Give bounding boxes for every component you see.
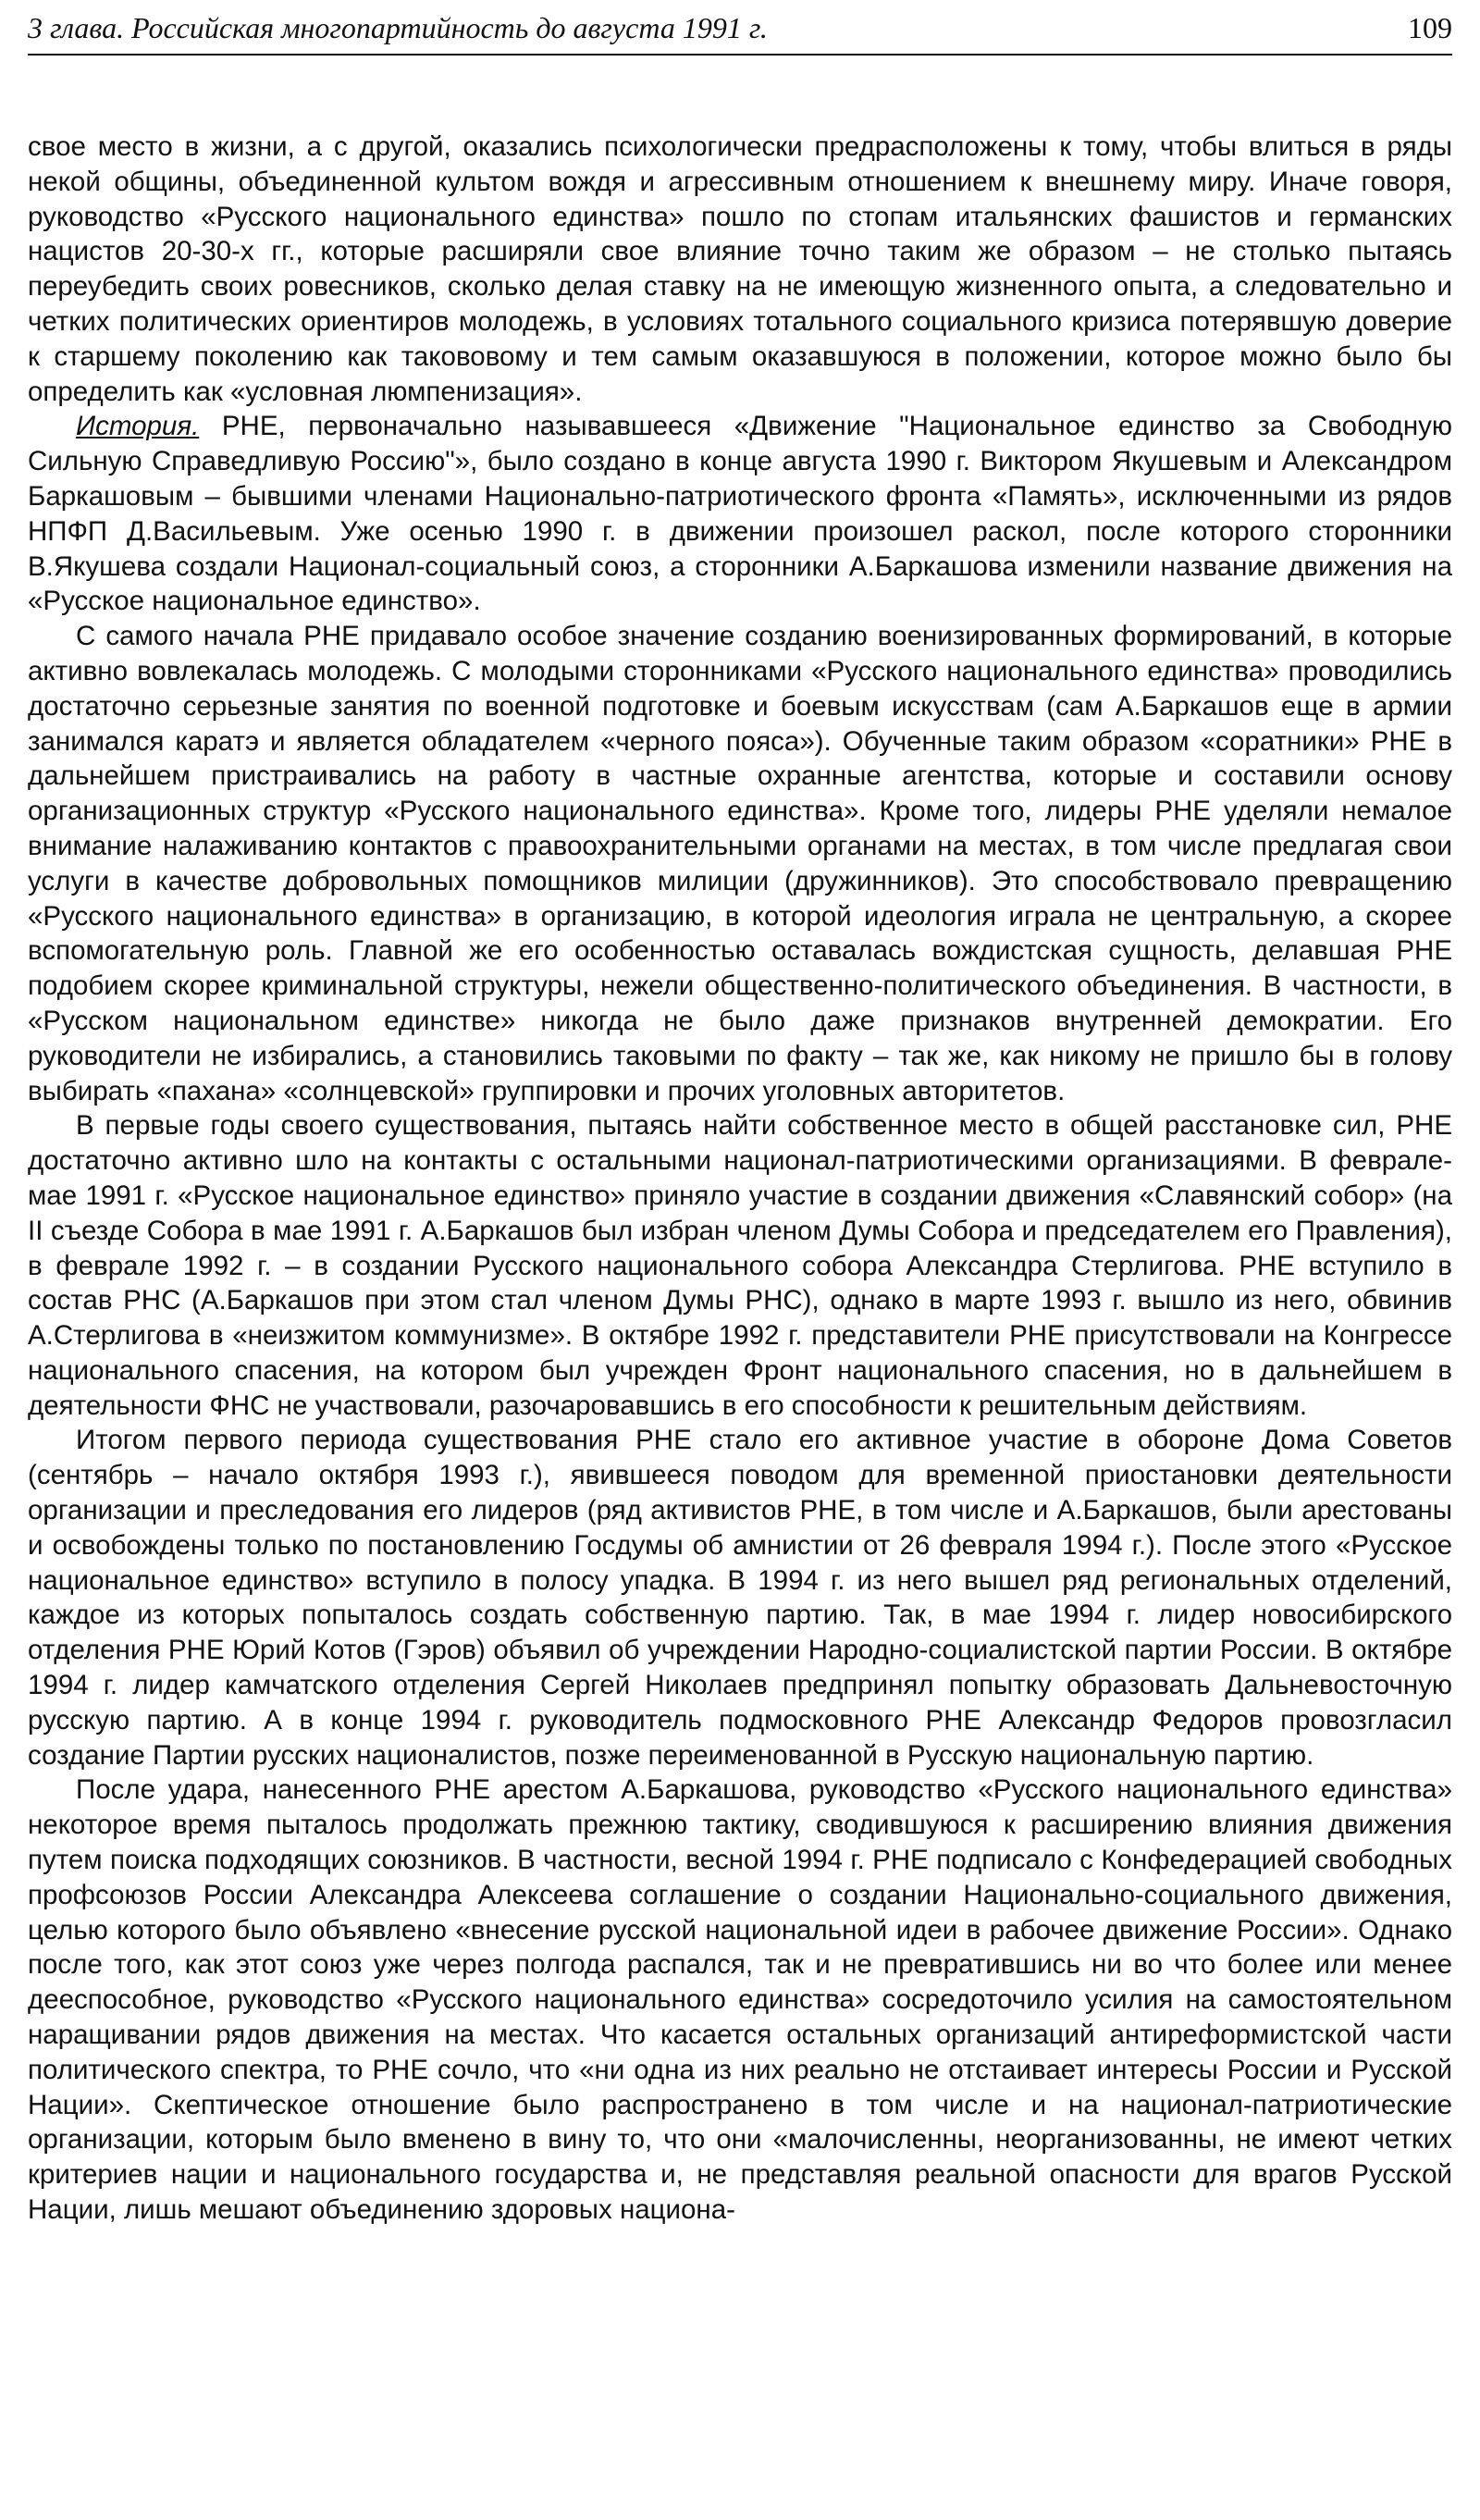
paragraph-text: В первые годы своего существования, пытаясь найти собственное место в общей расстановке сил, РНЕ достаточно активно шло на контакты с остальными национал-патриотическими организациями. В феврале-мае 1991 г. «Русское национальное единство» приняло участие в создании движения «Славянский собор» (на II съезде Собора в мае 1991 г. А.Баркашов был избран членом Думы Собора и председателем его Правления), в феврале 1992 г. – в создании Русского национального собора Александра Стерлигова. РНЕ вступило в состав РНС (А.Баркашов при этом стал членом Думы РНС), однако в марте 1993 г. вышло из него, обвинив А.Стерлигова в «неизжитом коммунизме». В октябре 1992 г. представители РНЕ присутствовали на Конгрессе национального спасения, на котором был учрежден Фронт национального спасения, но в дальнейшем в деятельности ФНС не участвовали, разочаровавшись в его способности к решительным действиям. [28,1110,1452,1421]
running-header [28,7,1452,56]
paragraph-text: свое место в жизни, а с другой, оказались психологически предрасположены к тому, чтобы влиться в ряды некой общины, объединенной культом вождя и агрессивным отношением к внешнему миру. Иначе говоря, руководство «Русского национального единства» пошло по стопам итальянских фашистов и германских нацистов 20-30-х гг., которые расширяли свое влияние точно таким же образом – не столько пытаясь переубедить своих ровесников, сколько делая ставку на не имеющую жизненного опыта, а следовательно и четких политических ориентиров молодежь, в условиях тотального социального кризиса потерявшую доверие к старшему поколению как такововому и тем самым оказавшуюся в положении, которое можно было бы определить как «условная люмпенизация». [28,131,1452,407]
paragraph [28,1773,1452,2227]
paragraph-text: Итогом первого периода существования РНЕ стало его активное участие в обороне Дома Советов (сентябрь – начало октября 1993 г.), явившееся поводом для временной приостановки деятельности организации и преследования его лидеров (ряд активистов РНЕ, в том числе и А.Баркашов, были арестованы и освобождены только по постановлению Госдумы об амнистии от 26 февраля 1994 г.). После этого «Русское национальное единство» вступило в полосу упадка. В 1994 г. из него вышел ряд региональных отделений, каждое из которых попыталось создать собственную партию. Так, в мае 1994 г. лидер новосибирского отделения РНЕ Юрий Котов (Гэров) объявил об учреждении Народно-социалистской партии России. В октябре 1994 г. лидер камчатского отделения Сергей Николаев предпринял попытку образовать Дальневосточную русскую партию. А в конце 1994 г. руководитель подмосковного РНЕ Александр Федоров провозгласил создание Партии русских националистов, позже переименованной в Русскую национальную партию. [28,1425,1452,1771]
page-number: 109 [1408,11,1452,44]
document-page [28,0,1452,2520]
paragraph-text: С самого начала РНЕ придавало особое значение созданию военизированных формирований, в которые активно вовлекалась молодежь. С молодыми сторонниками «Русского национального единства» проводились достаточно серьезные занятия по военной подготовке и боевым искусствам (сам А.Баркашов еще в армии занимался каратэ и является обладателем «черного пояса»). Обученные таким образом «соратники» РНЕ в дальнейшем пристраивались на работу в частные охранные агентства, которые и составили основу организационных структур «Русского национального единства». Кроме того, лидеры РНЕ уделяли немалое внимание налаживанию контактов с правоохранительными органами на местах, в том числе предлагая свои услуги в качестве добровольных помощников милиции (дружинников). Это способствовало превращению «Русского национального единства» в организацию, в которой идеология играла не центральную, а скорее вспомогательную роль. Главной же его особенностью оставалась вождистская сущность, делавшая РНЕ подобием скорее криминальной структуры, нежели общественно-политического объединения. В частности, в «Русском национальном единстве» никогда не было даже признаков внутренней демократии. Его руководители не избирались, а становились таковыми по факту – так же, как никому не пришло бы в голову выбирать «пахана» «солнцевской» группировки и прочих уголовных авторитетов. [28,621,1452,1106]
body-text [28,130,1452,2228]
paragraph [28,619,1452,1108]
paragraph [28,130,1452,409]
chapter-title: 3 глава. Российская многопартийность до августа 1991 г. [28,11,768,44]
section-run-in-heading: История. [76,411,200,442]
paragraph [28,409,1452,619]
paragraph-text: РНЕ, первоначально называвшееся «Движение "Национальное единство за Свободную Сильную Справедливую Россию"», было создано в конце августа 1990 г. Виктором Якушевым и Александром Баркашовым – бывшими членами Национально-патриотического фронта «Память», исключенными из рядов НПФП Д.Васильевым. Уже осенью 1990 г. в движении произошел раскол, после которого сторонники В.Якушева создали Национал-социальный союз, а сторонники А.Баркашова изменили название движения на «Русское национальное единство». [28,411,1452,617]
paragraph [28,1423,1452,1773]
paragraph [28,1108,1452,1423]
paragraph-text: После удара, нанесенного РНЕ арестом А.Баркашова, руководство «Русского национального единства» некоторое время пыталось продолжать прежнюю тактику, сводившуюся к расширению влияния движения путем поиска подходящих союзников. В частности, весной 1994 г. РНЕ подписало с Конфедерацией свободных профсоюзов России Александра Алексеева соглашение о создании Национально-социального движения, целью которого было объявлено «внесение русской национальной идеи в рабочее движение России». Однако после того, как этот союз уже через полгода распался, так и не превратившись ни во что более или менее дееспособное, руководство «Русского национального единства» сосредоточило усилия на самостоятельном наращивании рядов движения на местах. Что касается остальных организаций антиреформистской части политического спектра, то РНЕ сочло, что «ни одна из них реально не отстаивает интересы России и Русской Нации». Скептическое отношение было распространено в том числе и на национал-патриотические организации, которым было вменено в вину то, что они «малочисленны, неорганизованны, не имеют четких критериев нации и национального государства и, не представляя реальной опасности для врагов Русской Нации, лишь мешают объединению здоровых национа- [28,1774,1452,2226]
